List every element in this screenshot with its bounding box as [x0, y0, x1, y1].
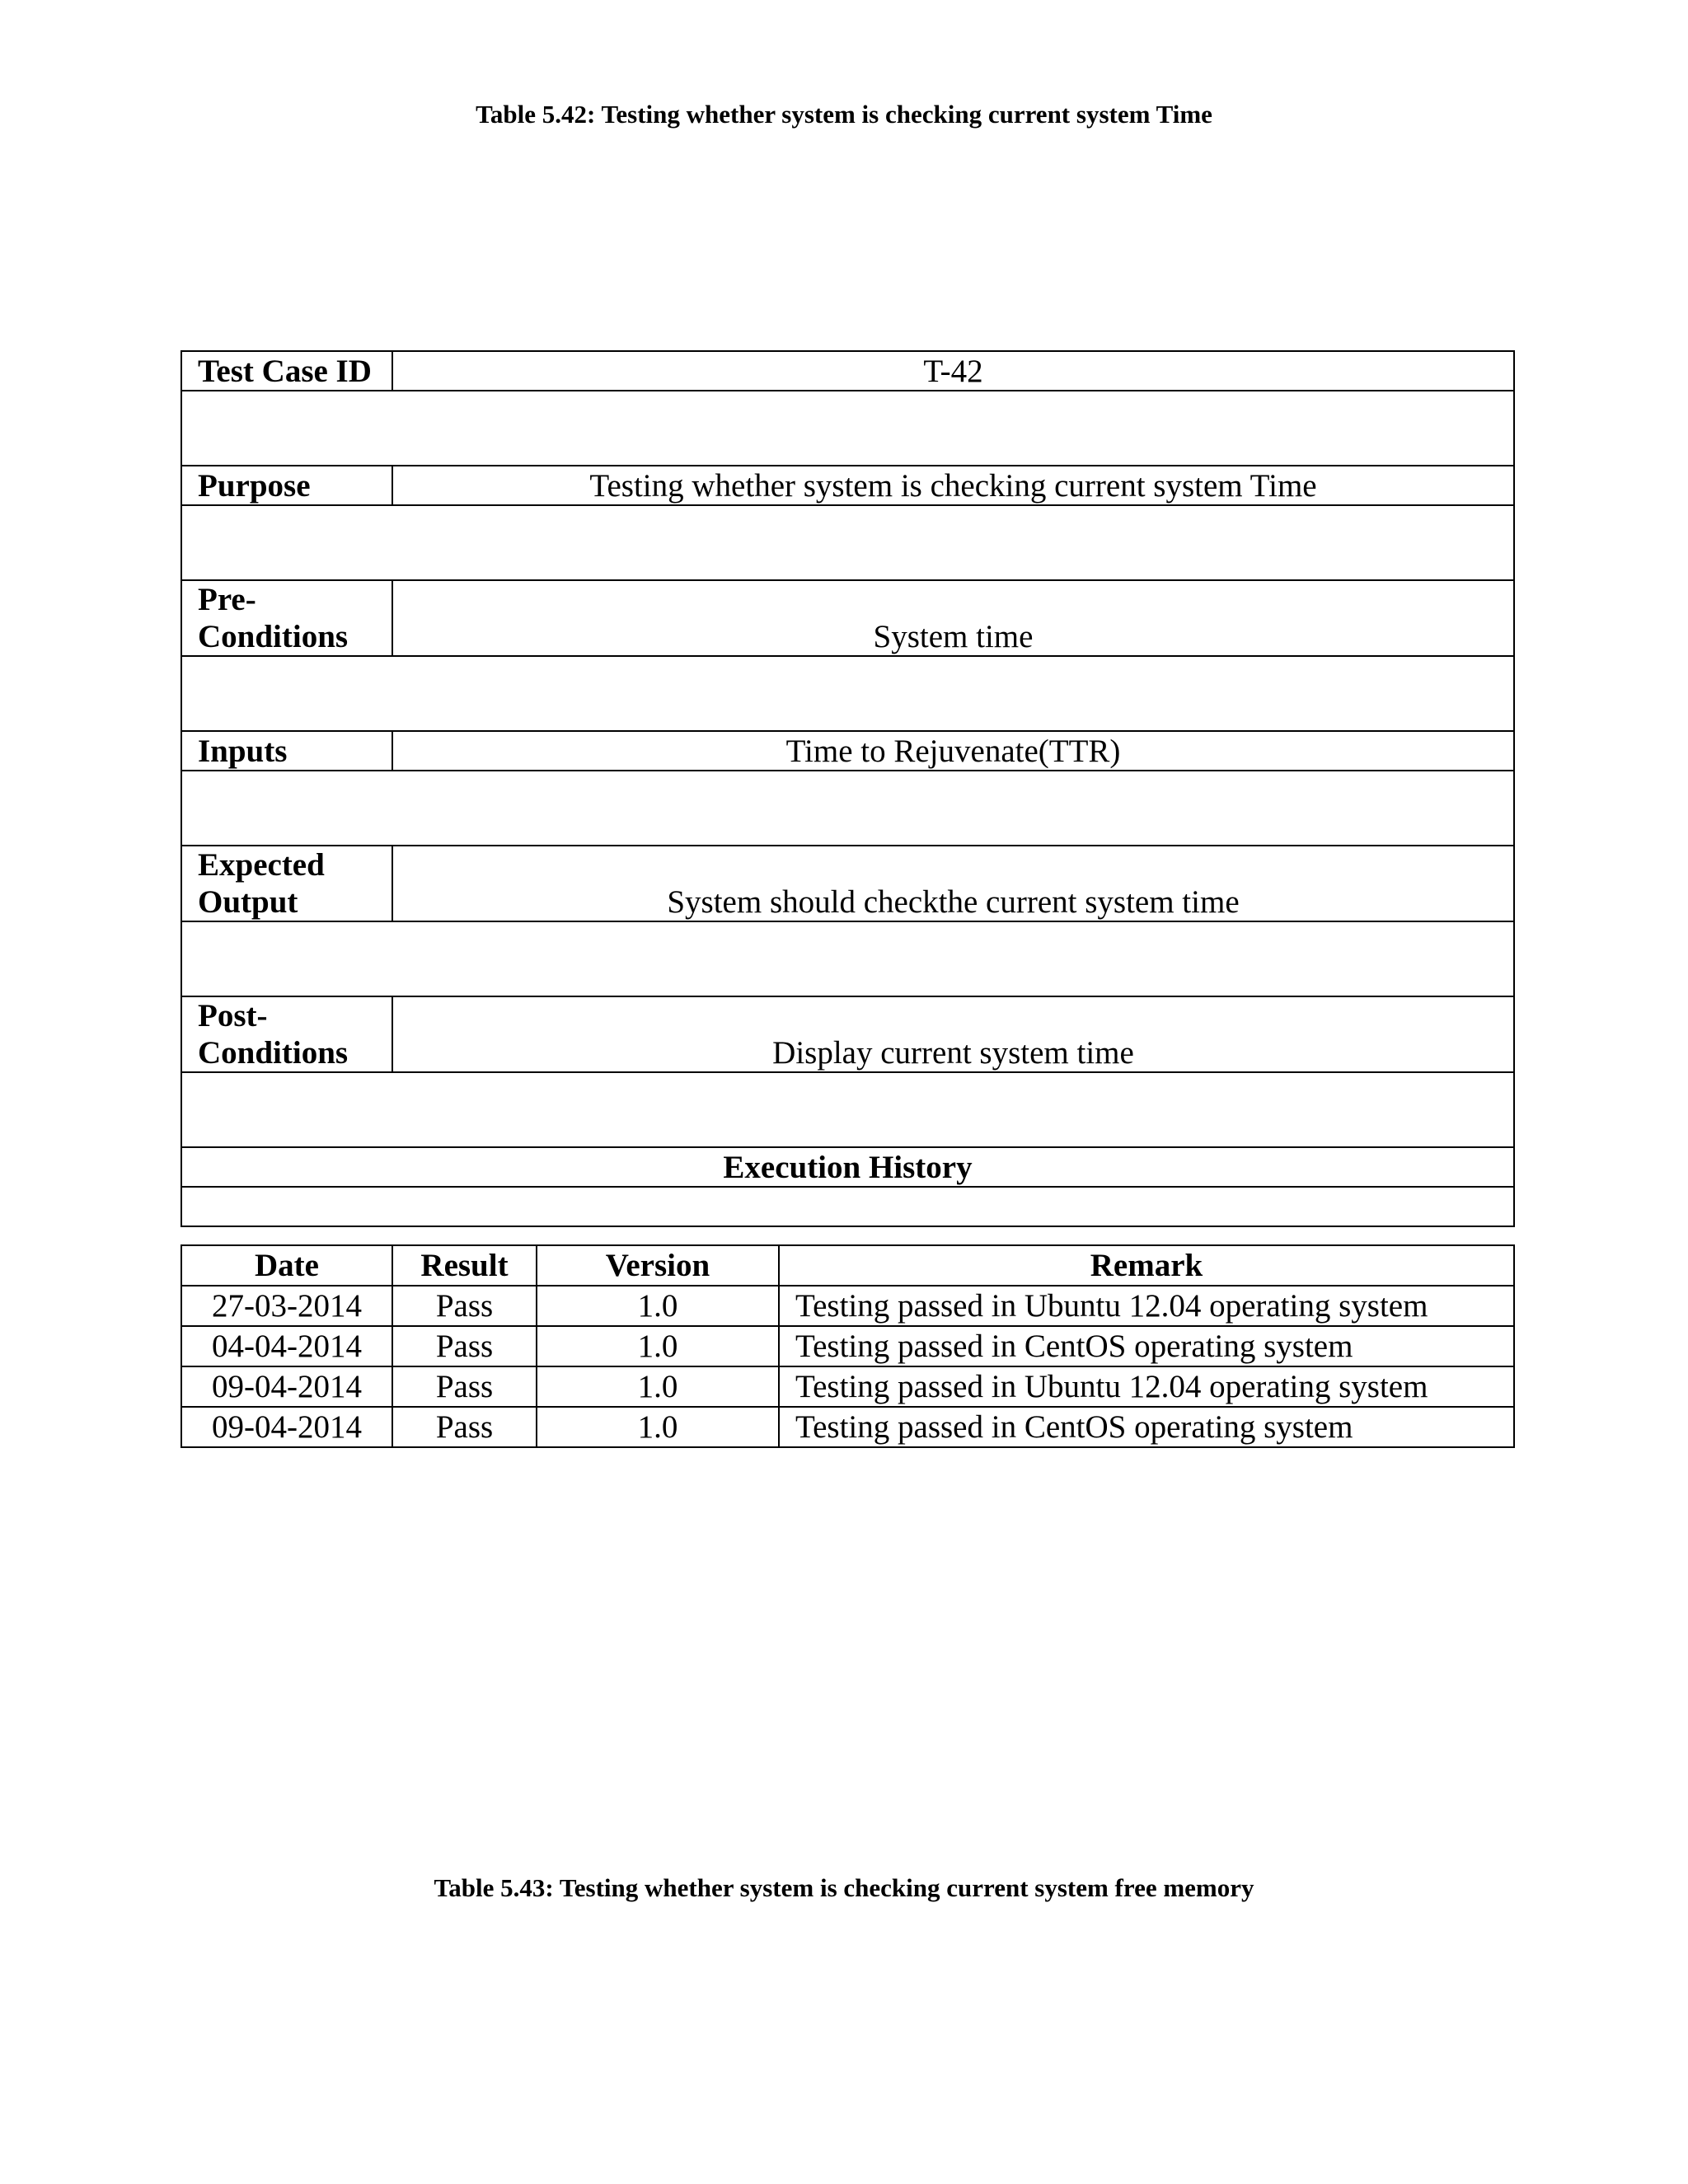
- spacer-cell: [181, 391, 1514, 466]
- history-date: 27-03-2014: [181, 1286, 392, 1326]
- execution-history-table: [181, 1244, 1515, 1448]
- expected-output-label-line1: Expected: [198, 847, 325, 883]
- history-header-remark: Remark: [779, 1245, 1514, 1286]
- pre-conditions-label: [181, 580, 392, 656]
- spacer-row: [181, 921, 1514, 996]
- spacer-row: [181, 771, 1514, 846]
- purpose-row: [181, 466, 1514, 505]
- history-remark: Testing passed in Ubuntu 12.04 operating system: [779, 1366, 1514, 1407]
- history-date: 04-04-2014: [181, 1326, 392, 1366]
- post-conditions-label: [181, 996, 392, 1072]
- table-row: [181, 1286, 1514, 1326]
- spacer-row: [181, 656, 1514, 731]
- spacer-row: [181, 391, 1514, 466]
- history-header-row: [181, 1245, 1514, 1286]
- execution-history-heading: Execution History: [181, 1147, 1514, 1187]
- spacer-cell: [181, 1072, 1514, 1147]
- execution-history-header-row: [181, 1147, 1514, 1187]
- history-version: 1.0: [537, 1286, 779, 1326]
- table-caption-top: Table 5.42: Testing whether system is checking current system Time: [476, 100, 1212, 129]
- inputs-label: Inputs: [181, 731, 392, 771]
- history-result: Pass: [392, 1286, 537, 1326]
- spacer-cell: [181, 505, 1514, 580]
- history-header-result: Result: [392, 1245, 537, 1286]
- history-remark: Testing passed in Ubuntu 12.04 operating system: [779, 1286, 1514, 1326]
- expected-output-label-line2: Output: [198, 884, 298, 920]
- post-conditions-label-line2: Conditions: [198, 1035, 349, 1071]
- spacer-cell: [181, 771, 1514, 846]
- test-case-id-value: T-42: [392, 351, 1514, 391]
- spacer-cell: [181, 1187, 1514, 1226]
- history-date: 09-04-2014: [181, 1407, 392, 1447]
- pre-conditions-label-line2: Conditions: [198, 619, 349, 654]
- spacer-row: [181, 505, 1514, 580]
- history-result: Pass: [392, 1407, 537, 1447]
- spacer-row: [181, 1187, 1514, 1226]
- history-header-version: Version: [537, 1245, 779, 1286]
- history-result: Pass: [392, 1326, 537, 1366]
- spacer-cell: [181, 656, 1514, 731]
- history-header-date: Date: [181, 1245, 392, 1286]
- history-remark: Testing passed in CentOS operating system: [779, 1407, 1514, 1447]
- purpose-label: Purpose: [181, 466, 392, 505]
- history-version: 1.0: [537, 1366, 779, 1407]
- expected-output-row: [181, 846, 1514, 921]
- spacer-cell: [181, 921, 1514, 996]
- post-conditions-label-line1: Post-: [198, 998, 268, 1033]
- table-row: [181, 1326, 1514, 1366]
- history-date: 09-04-2014: [181, 1366, 392, 1407]
- table-row: [181, 1407, 1514, 1447]
- expected-output-label: [181, 846, 392, 921]
- test-case-id-row: [181, 351, 1514, 391]
- inputs-value: Time to Rejuvenate(TTR): [392, 731, 1514, 771]
- pre-conditions-label-line1: Pre-: [198, 582, 256, 617]
- post-conditions-value: Display current system time: [392, 996, 1514, 1072]
- history-remark: Testing passed in CentOS operating system: [779, 1326, 1514, 1366]
- pre-conditions-value: System time: [392, 580, 1514, 656]
- test-case-id-label: Test Case ID: [181, 351, 392, 391]
- history-result: Pass: [392, 1366, 537, 1407]
- post-conditions-row: [181, 996, 1514, 1072]
- purpose-value: Testing whether system is checking current system Time: [392, 466, 1514, 505]
- history-version: 1.0: [537, 1407, 779, 1447]
- pre-conditions-row: [181, 580, 1514, 656]
- spacer-row: [181, 1072, 1514, 1147]
- inputs-row: [181, 731, 1514, 771]
- history-version: 1.0: [537, 1326, 779, 1366]
- expected-output-value: System should checkthe current system time: [392, 846, 1514, 921]
- table-caption-bottom: Table 5.43: Testing whether system is checking current system free memory: [434, 1873, 1254, 1902]
- table-row: [181, 1366, 1514, 1407]
- test-case-table: [181, 350, 1515, 1227]
